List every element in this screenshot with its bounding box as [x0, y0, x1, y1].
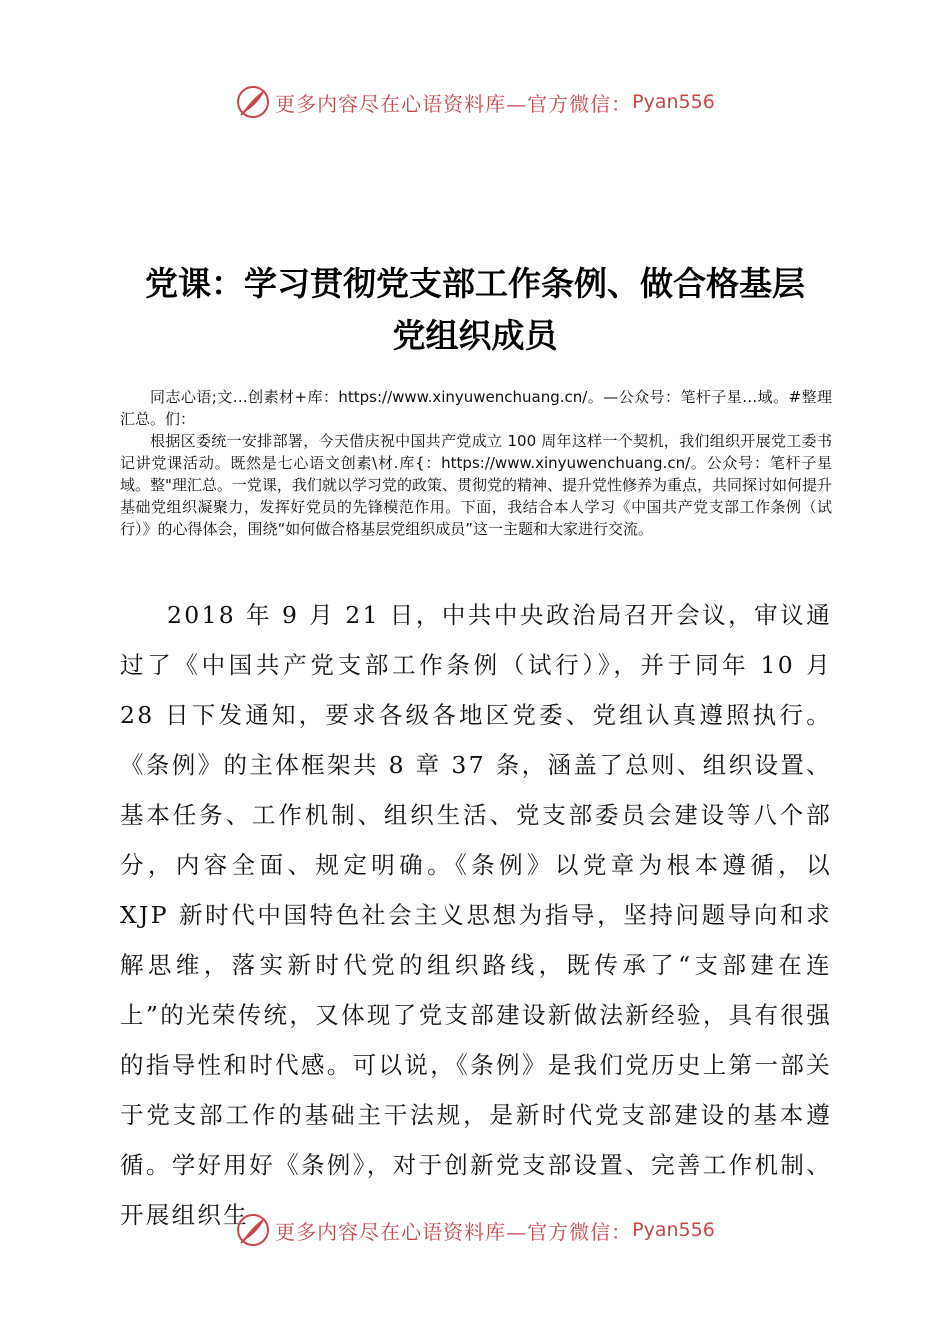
footer-banner [0, 1210, 950, 1250]
intro-paragraph-2: 根据区委统一安排部署，今天借庆祝中国共产党成立 100 周年这样一个契机，我们组织开展党工委书记讲党课活动。既然是七心语文创素\材.库{：https://www.xinyuwenchuang.cn/。公众号：笔杆子星域。整"理汇总。一党课，我们就以学习党的政策、贯彻党的精神、提升党性修养为重点，共同探讨如何提升基础党组织凝聚力，发挥好党员的先锋模范作用。下面，我结合本人学习《中国共产党支部工作条例（试行）》的心得体会，围绕“如何做合格基层党组织成员”这一主题和大家进行交流。 [120, 432, 832, 538]
intro-paragraph-1: 同志心语;文…创素材+库：https://www.xinyuwenchuang.cn/。—公众号：笔杆子星…域。#整理汇总。们： [120, 388, 832, 428]
body-paragraph-1: 2018 年 9 月 21 日，中共中央政治局召开会议，审议通过了《中国共产党支部工作条例（试行）》，并于同年 10 月 28 日下发通知，要求各级各地区党委、党组认真遵照执行。《条例》的主体框架共 8 章 37 条，涵盖了总则、组织设置、基本任务、工作机制、组织生活、党支部委员会建设等八个部分，内容全面、规定明确。《条例》以党章为根本遵循，以 XJP 新时代中国特色社会主义思想为指导，坚持问题导向和求解思维，落实新时代党的组织路线，既传承了“支部建在连上”的光荣传统，又体现了党支部建设新做法新经验，具有很强的指导性和时代感。可以说，《条例》是我们党历史上第一部关于党支部工作的基础主干法规，是新时代党支部建设的基本遵循。学好用好《条例》，对于创新党支部设置、完善工作机制、开展组织生 [120, 601, 832, 1229]
banner-wechat-id: Pyan556 [632, 1219, 715, 1241]
banner-text: 更多内容尽在心语资料库—官方微信： [275, 91, 633, 116]
title-line-2: 党组织成员 [392, 316, 558, 355]
title-line-1: 党课：学习贯彻党支部工作条例、做合格基层 [145, 264, 805, 303]
intro-section [120, 386, 832, 540]
banner-wechat-id: Pyan556 [632, 91, 715, 113]
body-section [120, 590, 832, 1240]
header-banner [0, 82, 950, 122]
document-title [100, 258, 850, 362]
quill-logo-icon [235, 84, 271, 120]
quill-logo-icon [235, 1212, 271, 1248]
banner-text: 更多内容尽在心语资料库—官方微信： [275, 1219, 633, 1244]
